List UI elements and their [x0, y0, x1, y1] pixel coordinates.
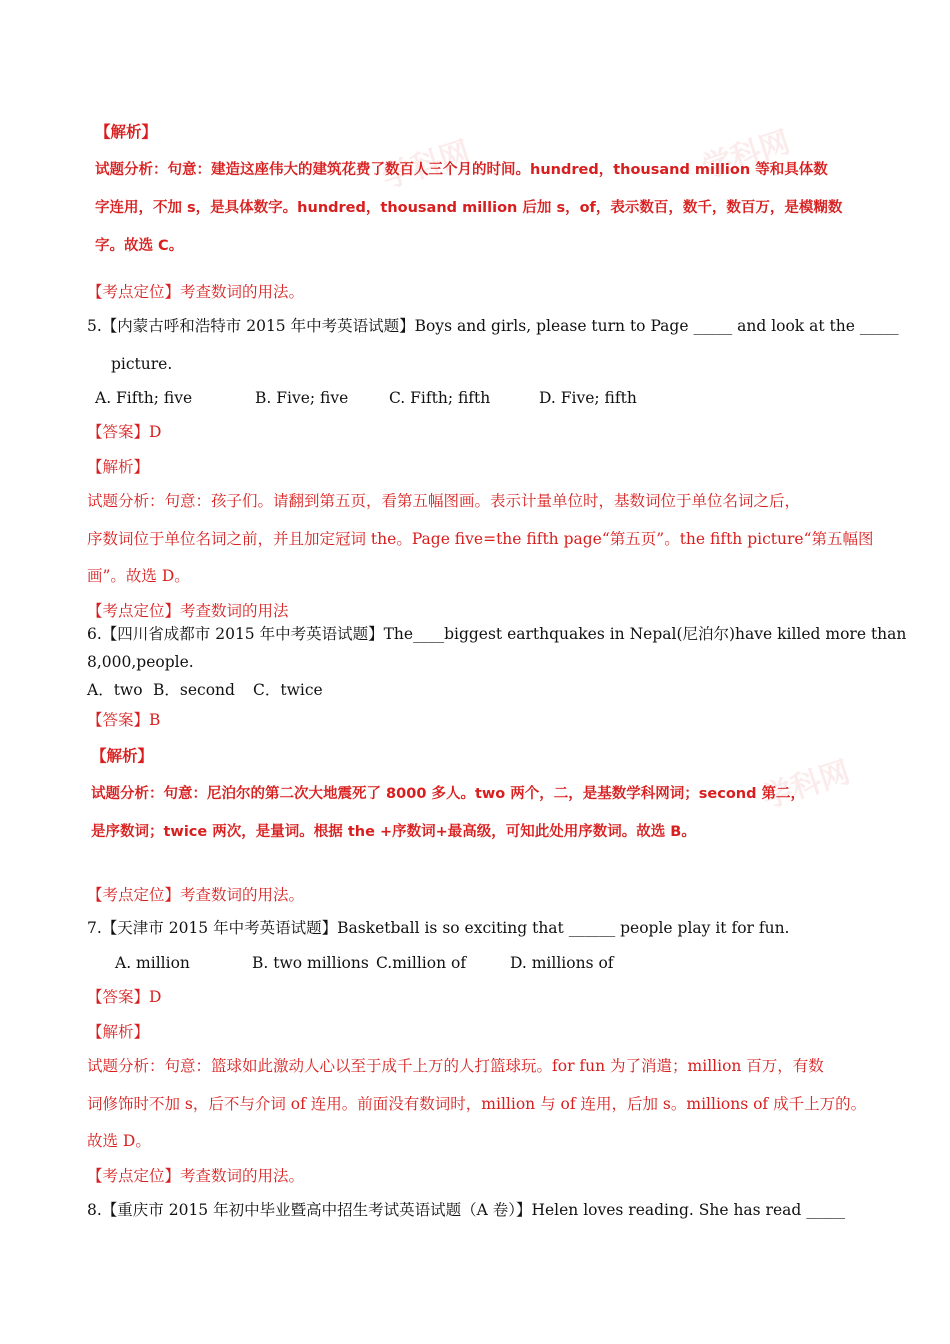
q7-option-d: D. millions of — [510, 954, 614, 972]
q6-analysis-label: 【解析】 — [91, 747, 154, 765]
q7-analysis-line-1: 试题分析：句意：篮球如此激动人心以至于成千上万的人打篮球玩。for fun 为了消遣；million 百万，有数 — [87, 1057, 824, 1075]
q5-option-c: C. Fifth; fifth — [389, 389, 491, 407]
q6-point: 【考点定位】考查数词的用法。 — [87, 886, 305, 904]
q7-point: 【考点定位】考查数词的用法。 — [87, 1167, 305, 1185]
q7-option-b: B. two millions — [252, 954, 369, 972]
q7-analysis-line-3: 故选 D。 — [87, 1132, 151, 1150]
watermark: 学科网 — [377, 134, 475, 196]
q5-answer: 【答案】D — [87, 423, 162, 441]
q8-stem-line-1: 8.【重庆市 2015 年初中毕业暨高中招生考试英语试题（A 卷）】Helen loves reading. She has read _____ — [87, 1201, 845, 1219]
q5-analysis-line-2: 序数词位于单位名词之前，并且加定冠词 the。Page five=the fifth page“第五页”。the fifth picture“第五幅图 — [87, 530, 874, 548]
q7-analysis-label: 【解析】 — [87, 1023, 150, 1041]
q5-option-d: D. Five; fifth — [539, 389, 637, 407]
q7-options — [115, 953, 614, 973]
q6-option-b: B．second — [153, 681, 235, 699]
q5-analysis-label: 【解析】 — [87, 458, 150, 476]
q5-stem-line-1: 5.【内蒙古呼和浩特市 2015 年中考英语试题】Boys and girls, please turn to Page _____ and look at the _____ — [87, 317, 899, 335]
q7-answer: 【答案】D — [87, 988, 162, 1006]
q6-analysis-line-1: 试题分析：句意：尼泊尔的第二次大地震死了 8000 多人。two 两个，二，是基数学科网词；second 第二， — [91, 786, 806, 802]
q5-stem-line-2: picture. — [111, 355, 173, 373]
q6-stem-line-2: 8,000,people. — [87, 653, 194, 671]
watermark: 学科网 — [697, 124, 795, 186]
q6-analysis-line-2: 是序数词；twice 两次，是量词。根据 the +序数词+最高级，可知此处用序数词。故选 B。 — [91, 824, 696, 840]
q4-analysis-line-3: 字。故选 C。 — [95, 238, 184, 254]
q6-option-c: C．twice — [253, 681, 323, 699]
q6-answer: 【答案】B — [87, 711, 161, 729]
q5-point: 【考点定位】考查数词的用法 — [87, 602, 289, 620]
q5-option-b: B. Five; five — [255, 389, 349, 407]
q4-analysis-line-2: 字连用，不加 s，是具体数字。hundred，thousand million 后加 s，of，表示数百，数千，数百万，是模糊数 — [95, 200, 843, 216]
q4-analysis-line-1: 试题分析：句意：建造这座伟大的建筑花费了数百人三个月的时间。hundred，thousand million 等和具体数 — [95, 162, 828, 178]
q4-analysis-label: 【解析】 — [95, 123, 158, 141]
q5-option-a: A. Fifth; five — [95, 389, 193, 407]
q7-analysis-line-2: 词修饰时不加 s，后不与介词 of 连用。前面没有数词时，million 与 of 连用，后加 s。millions of 成千上万的。 — [87, 1095, 867, 1113]
q6-options — [87, 680, 323, 700]
q7-option-a: A. million — [115, 954, 190, 972]
q4-point: 【考点定位】考查数词的用法。 — [87, 283, 305, 301]
q5-analysis-line-3: 画”。故选 D。 — [87, 567, 190, 585]
watermark: 学科网 — [757, 754, 855, 816]
q5-analysis-line-1: 试题分析：句意：孩子们。请翻到第五页，看第五幅图画。表示计量单位时，基数词位于单位名词之后， — [87, 492, 801, 510]
q7-stem-line-1: 7.【天津市 2015 年中考英语试题】Basketball is so exciting that ______ people play it for fun. — [87, 919, 790, 937]
q6-option-a: A．two — [87, 681, 143, 699]
q5-options — [95, 388, 637, 408]
q6-stem-line-1: 6.【四川省成都市 2015 年中考英语试题】The____biggest earthquakes in Nepal(尼泊尔)have killed more than — [87, 625, 907, 643]
q7-option-c: C.million of — [376, 954, 467, 972]
